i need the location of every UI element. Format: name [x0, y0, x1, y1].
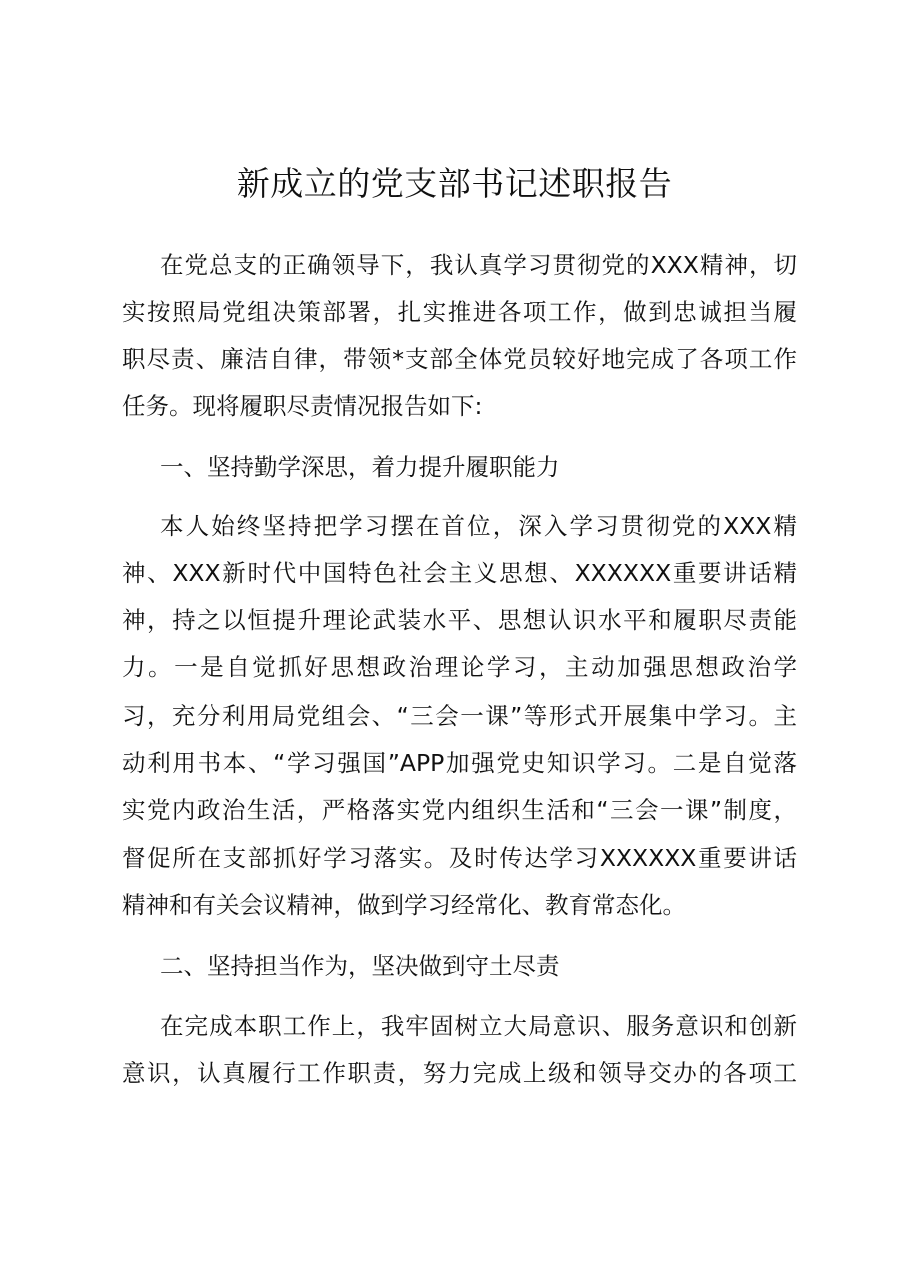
paragraph-line: 动利用书本、“学习强国”APP加强党史知识学习。二是自觉落 — [122, 749, 797, 777]
paragraph-line: 精神和有关会议精神，做到学习经常化、教育常态化。 — [122, 891, 686, 919]
paragraph-line: 职尽责、廉洁自律，带领*支部全体党员较好地完成了各项工作 — [122, 345, 797, 373]
paragraph-line: 习，充分利用局党组会、“三会一课”等形式开展集中学习。主 — [122, 702, 797, 730]
paragraph-line: 实按照局党组决策部署，扎实推进各项工作，做到忠诚担当履 — [122, 298, 797, 326]
paragraph-line: 神，持之以恒提升理论武装水平、思想认识水平和履职尽责能 — [122, 606, 797, 634]
document-title: 新成立的党支部书记述职报告 — [236, 164, 673, 203]
section-heading: 二、坚持担当作为，坚决做到守土尽责 — [160, 952, 560, 980]
paragraph-line: 神、XXX新时代中国特色社会主义思想、XXXXXX重要讲话精 — [122, 559, 797, 587]
paragraph-line: 在完成本职工作上，我牢固树立大局意识、服务意识和创新 — [160, 1012, 797, 1040]
paragraph-line: 本人始终坚持把学习摆在首位，深入学习贯彻党的XXX精 — [160, 512, 797, 540]
section-heading: 一、坚持勤学深思，着力提升履职能力 — [160, 453, 560, 481]
paragraph-line: 督促所在支部抓好学习落实。及时传达学习XXXXXX重要讲话 — [122, 844, 797, 872]
paragraph-line: 任务。现将履职尽责情况报告如下: — [122, 392, 483, 420]
paragraph-line: 实党内政治生活，严格落实党内组织生活和“三会一课”制度， — [122, 796, 797, 824]
paragraph-line: 在党总支的正确领导下，我认真学习贯彻党的XXX精神，切 — [160, 251, 797, 279]
paragraph-line: 力。一是自觉抓好思想政治理论学习，主动加强思想政治学 — [122, 653, 797, 681]
paragraph-line: 意识，认真履行工作职责，努力完成上级和领导交办的各项工 — [122, 1059, 797, 1087]
